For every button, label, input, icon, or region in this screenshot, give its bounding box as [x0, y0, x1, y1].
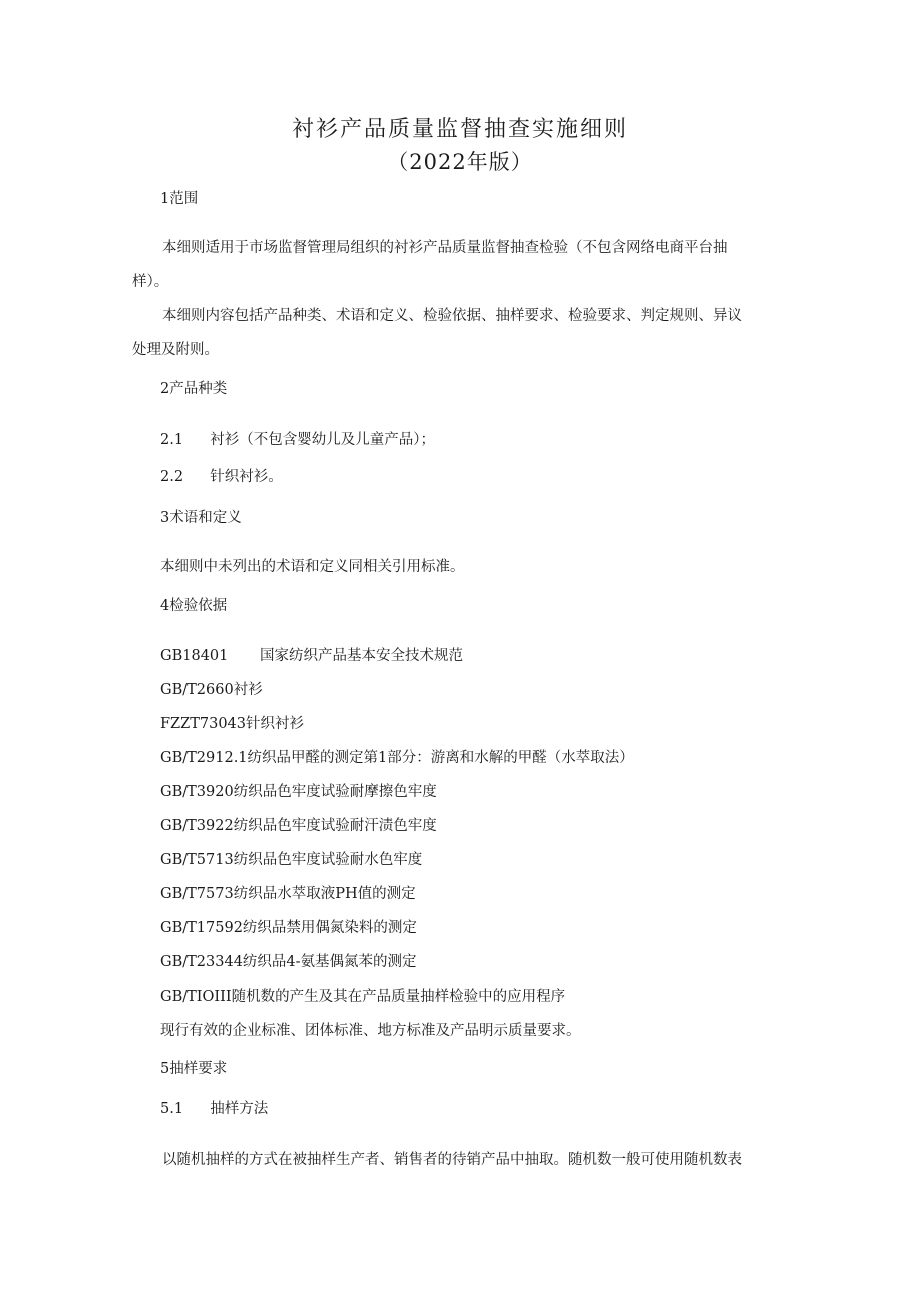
standard-name: 纺织品4-氨基偶氮苯的测定 — [242, 954, 417, 970]
section-heading-basis: 4检验依据 — [160, 598, 228, 614]
product-type-item-2-number: 2.2 — [160, 469, 184, 485]
terms-paragraph: 本细则中未列出的术语和定义同相关引用标准。 — [160, 559, 465, 575]
standard-code: GB/T2912.1 — [160, 750, 248, 766]
standard-code: GB/T5713 — [160, 852, 234, 868]
section-heading-product-types: 2产品种类 — [160, 381, 228, 397]
standard-code: GB/T17592 — [160, 920, 243, 936]
standard-name: 纺织品色牢度试验耐水色牢度 — [233, 852, 423, 868]
product-type-item-2 — [160, 467, 283, 487]
standard-name: 纺织品色牢度试验耐摩擦色牢度 — [233, 784, 437, 800]
section-heading-terms: 3术语和定义 — [160, 510, 242, 526]
standard-code: GB/T3922 — [160, 818, 234, 834]
standard-item — [160, 884, 416, 904]
sampling-subheading — [160, 1099, 268, 1119]
standard-item — [160, 918, 417, 938]
standard-name: 纺织品甲醛的测定第1部分：游离和水解的甲醛（水萃取法） — [247, 750, 634, 766]
document-title: 衬衫产品质量监督抽查实施细则 — [291, 117, 628, 142]
standard-item — [160, 816, 437, 836]
standard-code: GB18401 — [160, 648, 229, 664]
standard-item — [160, 680, 263, 700]
product-type-item-1 — [160, 430, 435, 450]
standard-code: GB/TIOIII — [160, 989, 232, 1005]
product-type-item-2-text: 针织衬衫。 — [210, 469, 283, 485]
standard-name: 纺织品禁用偶氮染料的测定 — [242, 920, 417, 936]
standard-code: FZZT73043 — [160, 716, 247, 732]
standard-code: GB/T23344 — [160, 954, 243, 970]
sampling-subheading-number: 5.1 — [160, 1101, 184, 1117]
standard-name: 纺织品水萃取液PH值的测定 — [233, 886, 416, 902]
standard-name: 随机数的产生及其在产品质量抽样检验中的应用程序 — [231, 989, 566, 1005]
basis-note: 现行有效的企业标准、团体标准、地方标准及产品明示质量要求。 — [160, 1023, 581, 1039]
standard-item — [160, 714, 304, 734]
standard-item — [160, 748, 634, 768]
standard-item — [160, 782, 437, 802]
scope-paragraph-1-line-2: 样）。 — [132, 274, 169, 290]
standard-name: 国家纺织产品基本安全技术规范 — [260, 648, 463, 664]
standard-item — [160, 952, 417, 972]
standard-item — [160, 646, 463, 666]
standard-item — [160, 987, 565, 1007]
standard-item — [160, 850, 422, 870]
sampling-subheading-title: 抽样方法 — [210, 1101, 269, 1117]
scope-paragraph-2-line-2: 处理及附则。 — [132, 342, 219, 358]
standard-code: GB/T7573 — [160, 886, 234, 902]
scope-paragraph-1-line-1: 本细则适用于市场监督管理局组织的衬衫产品质量监督抽查检验（不包含网络电商平台抽 — [162, 240, 728, 256]
product-type-item-1-number: 2.1 — [160, 432, 184, 448]
standard-name: 纺织品色牢度试验耐汗渍色牢度 — [233, 818, 437, 834]
product-type-item-1-text: 衬衫（不包含婴幼儿及儿童产品）； — [210, 432, 436, 448]
section-heading-scope: 1范围 — [160, 191, 199, 207]
scope-paragraph-2-line-1: 本细则内容包括产品种类、术语和定义、检验依据、抽样要求、检验要求、判定规则、异议 — [162, 308, 742, 324]
document-subtitle: （2022年版） — [387, 150, 533, 174]
sampling-paragraph: 以随机抽样的方式在被抽样生产者、销售者的待销产品中抽取。随机数一般可使用随机数表 — [162, 1152, 742, 1168]
standard-code: GB/T3920 — [160, 784, 234, 800]
section-heading-sampling: 5抽样要求 — [160, 1061, 228, 1077]
standard-code: GB/T2660 — [160, 682, 234, 698]
standard-name: 针织衬衫 — [246, 716, 305, 732]
standard-name: 衬衫 — [233, 682, 263, 698]
